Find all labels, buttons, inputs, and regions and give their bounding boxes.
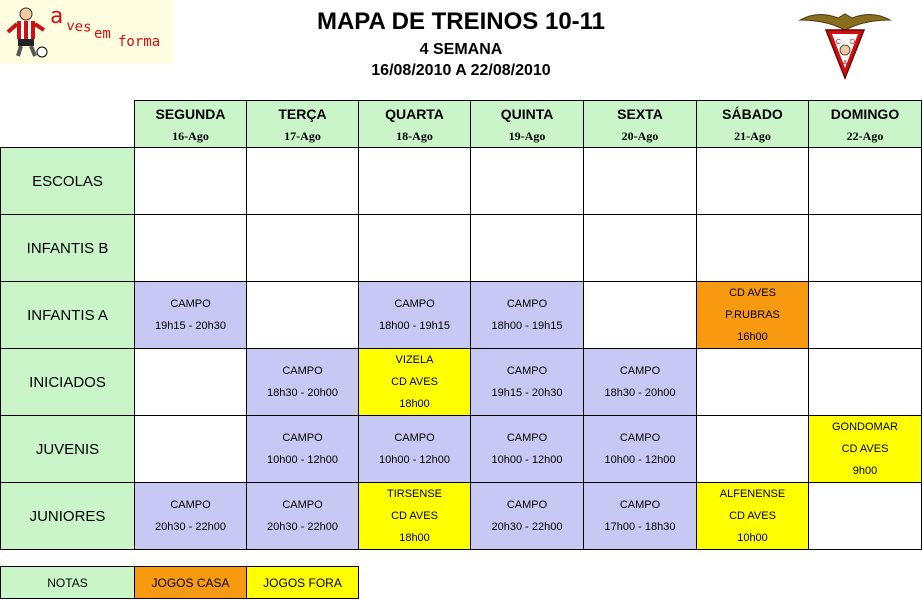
- cell-line: CAMPO: [170, 298, 211, 310]
- day-header-4: [584, 101, 697, 148]
- page-title: MAPA DE TREINOS 10-11: [316, 8, 606, 35]
- schedule-cell: [809, 483, 922, 550]
- svg-text:forma: forma: [118, 34, 161, 50]
- schedule-cell: [135, 483, 247, 550]
- table-row: [1, 483, 922, 550]
- legend-notes: NOTAS: [1, 567, 135, 599]
- schedule-cell: [809, 148, 922, 215]
- cell-line: 18h00: [399, 532, 430, 544]
- legend-home-games: JOGOS CASA: [135, 567, 247, 599]
- table-row: [1, 349, 922, 416]
- schedule-cell: [697, 282, 809, 349]
- cell-line: 18h00 - 19h15: [379, 320, 450, 332]
- cell-line: GONDOMAR: [832, 421, 898, 433]
- svg-text:ves: ves: [65, 18, 93, 36]
- cell-line: CAMPO: [282, 365, 323, 377]
- table-row: [1, 416, 922, 483]
- corner-cell: [1, 101, 135, 148]
- schedule-cell: [809, 282, 922, 349]
- svg-text:A: A: [842, 60, 848, 67]
- schedule-cell: [471, 282, 584, 349]
- cell-line: 10h00 - 12h00: [267, 454, 338, 466]
- schedule-cell: [471, 148, 584, 215]
- day-header-3: [471, 101, 584, 148]
- schedule-cell: [584, 416, 697, 483]
- team-label: INFANTIS B: [1, 215, 135, 282]
- cell-line: 19h15 - 20h30: [491, 387, 563, 399]
- schedule-cell: [359, 349, 471, 416]
- schedule-cell: [697, 215, 809, 282]
- team-label: JUNIORES: [1, 483, 135, 550]
- svg-text:em: em: [94, 26, 111, 42]
- schedule-cell: [809, 215, 922, 282]
- cell-line: ALFENENSE: [719, 488, 786, 500]
- cell-line: 18h00: [399, 398, 430, 410]
- day-header-1: [247, 101, 359, 148]
- day-header-2: [359, 101, 471, 148]
- day-date: 17-Ago: [284, 129, 321, 143]
- team-label: ESCOLAS: [1, 148, 135, 215]
- cell-line: CD AVES: [841, 443, 889, 455]
- schedule-cell: [135, 416, 247, 483]
- schedule-cell: [247, 215, 359, 282]
- schedule-cell: [584, 349, 697, 416]
- cell-line: CAMPO: [506, 298, 548, 310]
- cell-line: CAMPO: [170, 499, 211, 511]
- cell-line: 18h00 - 19h15: [491, 320, 563, 332]
- schedule-cell: [135, 349, 247, 416]
- schedule-cell: [471, 483, 584, 550]
- schedule-cell: [697, 483, 809, 550]
- schedule-cell: [584, 282, 697, 349]
- day-name: SEXTA: [617, 106, 663, 122]
- cell-line: 17h00 - 18h30: [604, 521, 676, 533]
- schedule-cell: [135, 282, 247, 349]
- cell-line: CD AVES: [729, 287, 776, 299]
- schedule-cell: [697, 349, 809, 416]
- day-header-0: [135, 101, 247, 148]
- schedule-cell: [359, 215, 471, 282]
- cell-line: CAMPO: [506, 432, 548, 444]
- date-range: 16/08/2010 A 22/08/2010: [371, 62, 551, 79]
- cell-line: P.RUBRAS: [725, 309, 780, 321]
- cell-line: CAMPO: [394, 432, 435, 444]
- club-crest-icon: [798, 6, 892, 82]
- cell-line: CAMPO: [394, 298, 435, 310]
- schedule-cell: [359, 416, 471, 483]
- svg-text:D: D: [850, 39, 856, 46]
- week-label: 4 SEMANA: [419, 41, 503, 58]
- cell-line: 18h30 - 20h00: [604, 387, 676, 399]
- schedule-cell: [247, 148, 359, 215]
- cell-line: 10h00: [737, 532, 768, 544]
- schedule-cell: [697, 416, 809, 483]
- day-name: SEGUNDA: [155, 106, 226, 122]
- cell-line: CD AVES: [391, 376, 438, 388]
- schedule-cell: [247, 416, 359, 483]
- cell-line: CAMPO: [619, 499, 661, 511]
- cell-line: 9h00: [852, 465, 878, 477]
- schedule-cell: [584, 148, 697, 215]
- schedule-cell: [584, 483, 697, 550]
- cell-line: 20h30 - 22h00: [491, 521, 563, 533]
- day-header-6: [809, 101, 922, 148]
- cell-line: CAMPO: [282, 499, 323, 511]
- cell-line: 20h30 - 22h00: [155, 521, 226, 533]
- cell-line: TIRSENSE: [386, 488, 442, 500]
- cell-line: CAMPO: [619, 432, 661, 444]
- cell-line: 10h00 - 12h00: [604, 454, 676, 466]
- schedule-cell: [359, 483, 471, 550]
- table-row: [1, 148, 922, 215]
- cell-line: CAMPO: [619, 365, 661, 377]
- day-date: 18-Ago: [396, 129, 433, 143]
- cell-line: 16h00: [737, 331, 768, 343]
- schedule-table: [0, 100, 922, 550]
- cell-line: CAMPO: [282, 432, 323, 444]
- team-label: INICIADOS: [1, 349, 135, 416]
- cell-line: VIZELA: [395, 354, 434, 366]
- schedule-cell: [359, 148, 471, 215]
- day-date: 16-Ago: [172, 129, 209, 143]
- day-date: 21-Ago: [734, 129, 771, 143]
- day-name: QUINTA: [500, 106, 554, 122]
- schedule-cell: [247, 349, 359, 416]
- schedule-cell: [809, 416, 922, 483]
- cell-line: 18h30 - 20h00: [267, 387, 338, 399]
- legend-away-games: JOGOS FORA: [247, 567, 359, 599]
- schedule-cell: [584, 215, 697, 282]
- cell-line: CD AVES: [391, 510, 438, 522]
- schedule-cell: [697, 148, 809, 215]
- day-name: DOMINGO: [830, 106, 900, 122]
- day-name: QUARTA: [385, 106, 444, 122]
- schedule-cell: [471, 349, 584, 416]
- table-row: [1, 282, 922, 349]
- cell-line: CAMPO: [506, 499, 548, 511]
- schedule-cell: [809, 349, 922, 416]
- day-name: SÁBADO: [722, 106, 783, 122]
- svg-text:C: C: [836, 39, 842, 46]
- team-label: INFANTIS A: [1, 282, 135, 349]
- cell-line: 19h15 - 20h30: [155, 320, 226, 332]
- schedule-cell: [247, 282, 359, 349]
- schedule-cell: [471, 215, 584, 282]
- day-date: 19-Ago: [508, 129, 546, 143]
- day-name: TERÇA: [278, 106, 327, 122]
- cell-line: CD AVES: [729, 510, 776, 522]
- schedule-cell: [135, 148, 247, 215]
- schedule-cell: [247, 483, 359, 550]
- schedule-cell: [359, 282, 471, 349]
- schedule-cell: [471, 416, 584, 483]
- table-row: [1, 215, 922, 282]
- day-header-row: [1, 101, 922, 148]
- day-date: 20-Ago: [621, 129, 659, 143]
- cell-line: 10h00 - 12h00: [491, 454, 563, 466]
- cell-line: 20h30 - 22h00: [267, 521, 338, 533]
- legend: [0, 566, 359, 599]
- schedule-cell: [135, 215, 247, 282]
- cell-line: CAMPO: [506, 365, 548, 377]
- team-label: JUVENIS: [1, 416, 135, 483]
- day-date: 22-Ago: [846, 129, 884, 143]
- logo-letter-a: a: [50, 4, 64, 29]
- day-header-5: [697, 101, 809, 148]
- cell-line: 10h00 - 12h00: [379, 454, 450, 466]
